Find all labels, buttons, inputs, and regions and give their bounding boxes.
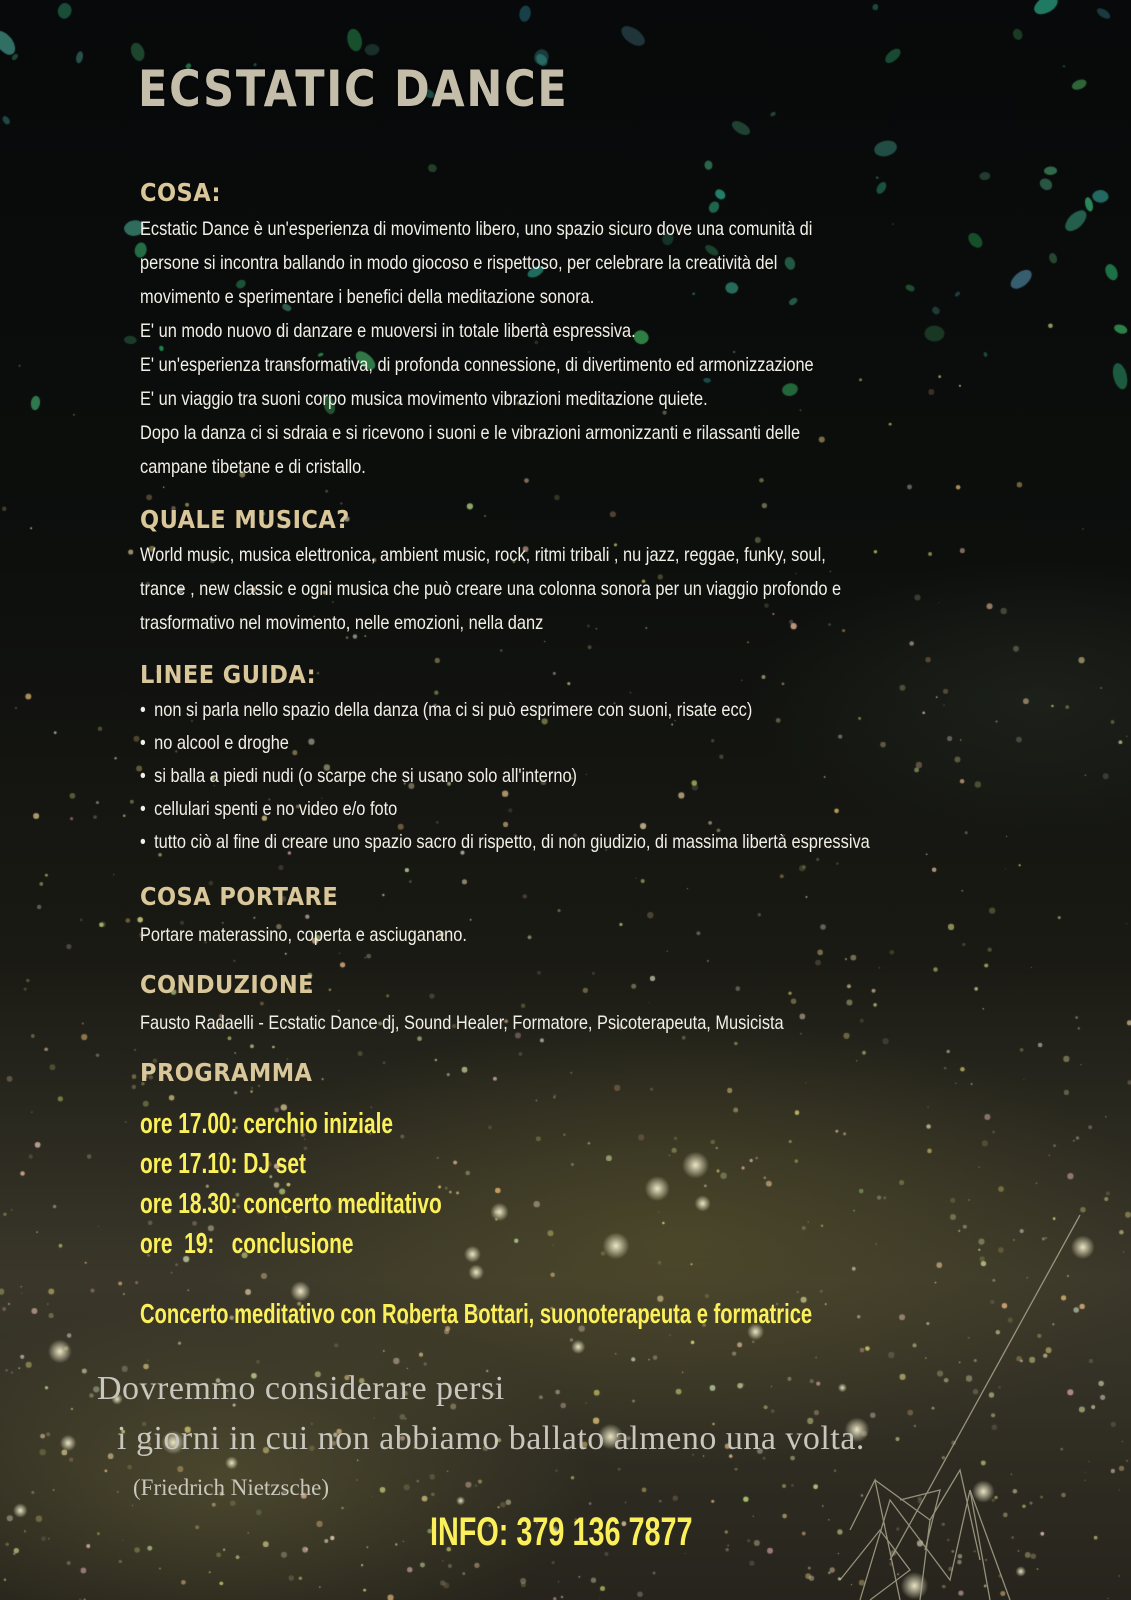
list-item: • non si parla nello spazio della danza (ma ci si può esprimere con suoni, risate ecc)	[140, 694, 870, 727]
section-heading-conduzione: CONDUZIONE	[140, 970, 314, 999]
section-text-portare: Portare materassino, coperta e asciuganano.	[140, 924, 467, 946]
program-item: ore 19: conclusione	[140, 1228, 354, 1260]
text-line: persone si incontra ballando in modo giocoso e rispettoso, per celebrare la creatività del	[140, 252, 778, 274]
list-item: • cellulari spenti e no video e/o foto	[140, 793, 870, 826]
section-text-conduzione: Fausto Radaelli - Ecstatic Dance dj, Sound Healer, Formatore, Psicoterapeuta, Musicista	[140, 1012, 784, 1034]
program-item: ore 17.00: cerchio iniziale	[140, 1108, 394, 1140]
page-title: ECSTATIC DANCE	[138, 60, 569, 118]
list-item: • si balla a piedi nudi (o scarpe che si usano solo all'interno)	[140, 760, 870, 793]
section-heading-programma: PROGRAMMA	[140, 1058, 313, 1087]
info-phone[interactable]: INFO: 379 136 7877	[430, 1510, 693, 1554]
quote-line-1: Dovremmo considerare persi	[97, 1370, 505, 1407]
section-text-cosa	[140, 212, 814, 484]
program-list	[140, 1104, 559, 1264]
text-line: movimento e sperimentare i benefici della meditazione sonora.	[140, 286, 595, 308]
program-item: ore 17.10: DJ set	[140, 1148, 306, 1180]
program-item: ore 18.30: concerto meditativo	[140, 1188, 442, 1220]
quote-line-2: i giorni in cui non abbiamo ballato almeno una volta.	[117, 1420, 865, 1457]
text-line: World music, musica elettronica, ambient music, rock, ritmi tribali , nu jazz, reggae, funky, soul,	[140, 544, 826, 566]
section-heading-portare: COSA PORTARE	[140, 882, 339, 911]
quote-author: (Friedrich Nietzsche)	[133, 1475, 330, 1500]
text-line: Ecstatic Dance è un'esperienza di movimento libero, uno spazio sicuro dove una comunità di	[140, 218, 813, 240]
text-line: E' un modo nuovo di danzare e muoversi in totale libertà espressiva.	[140, 320, 636, 342]
section-heading-linee-guida: LINEE GUIDA:	[140, 660, 317, 689]
list-item: • no alcool e droghe	[140, 727, 870, 760]
section-heading-musica: QUALE MUSICA?	[140, 505, 350, 534]
list-item: • tutto ciò al fine di creare uno spazio sacro di rispetto, di non giudizio, di massima libertà espressiva	[140, 826, 870, 859]
text-line: Dopo la danza ci si sdraia e si ricevono i suoni e le vibrazioni armonizzanti e rilassanti delle	[140, 422, 801, 444]
text-line: trasformativo nel movimento, nelle emozioni, nella danz	[140, 612, 544, 634]
text-line: trance , new classic e ogni musica che può creare una colonna sonora per un viaggio profondo e	[140, 578, 842, 600]
text-line: E' un'esperienza transformativa, di profonda connessione, di divertimento ed armonizzazione	[140, 354, 814, 376]
section-heading-cosa: COSA:	[140, 178, 221, 207]
concert-note: Concerto meditativo con Roberta Bottari, suonoterapeuta e formatrice	[140, 1298, 813, 1329]
guidelines-list	[140, 694, 1009, 859]
text-line: campane tibetane e di cristallo.	[140, 456, 366, 478]
text-line: E' un viaggio tra suoni corpo musica movimento vibrazioni meditazione quiete.	[140, 388, 708, 410]
section-text-musica	[140, 538, 841, 640]
